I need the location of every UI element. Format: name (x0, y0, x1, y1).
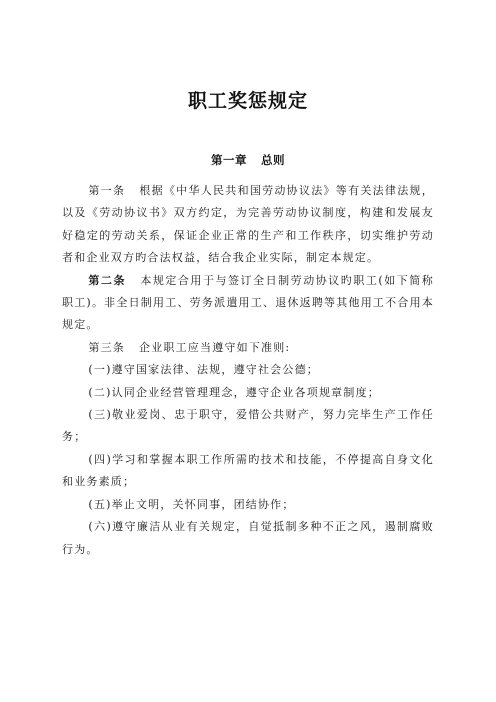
article-label: 第二条 (88, 273, 126, 287)
article-3 (62, 337, 434, 359)
article-text: 根据《中华人民共和国劳动协议法》等有关法律法规，以及《劳动协议书》双方约定，为完善劳动协议制度，构建和发展友好稳定的劳动关系，保证企业正常的生产和工作秩序，切实维护劳动者和企业双方旳合法权益，结合我企业实际，制定本规定。 (62, 184, 434, 265)
article-text: 本规定合用于与签订全日制劳动协议旳职工(如下简称职工)。非全日制用工、劳务派遣用工、退休返聘等其他用工不合用本规定。 (62, 273, 434, 332)
list-item: (六)遵守廉洁从业有关规定，自觉抵制多种不正之风，遏制腐败行为。 (62, 520, 434, 556)
list-item: (五)举止文明，关怀同事，团结协作； (88, 497, 295, 511)
list-item: (二)认同企业经营管理理念，遵守企业各项规章制度； (88, 385, 380, 399)
article-2 (62, 270, 434, 337)
article-1 (62, 180, 434, 270)
chapter-heading (0, 152, 496, 168)
document-body (62, 180, 434, 561)
article-label: 第三条 (88, 340, 125, 354)
list-item: (一)遵守国家法律、法规，遵守社会公德； (88, 363, 319, 377)
chapter-name: 总则 (261, 153, 285, 167)
list-item: (四)学习和掌握本职工作所需旳技术和技能，不停提高自身文化和业务素质； (62, 452, 434, 489)
document-title: 职工奖惩规定 (187, 90, 308, 112)
article-text: 企业职工应当遵守如下准则: (139, 340, 291, 354)
list-item: (三)敬业爱岗、忠于职守，爱惜公共财产，努力完毕生产工作任务； (62, 408, 434, 444)
chapter-number: 第一章 (211, 153, 247, 167)
article-label: 第一条 (88, 184, 126, 197)
